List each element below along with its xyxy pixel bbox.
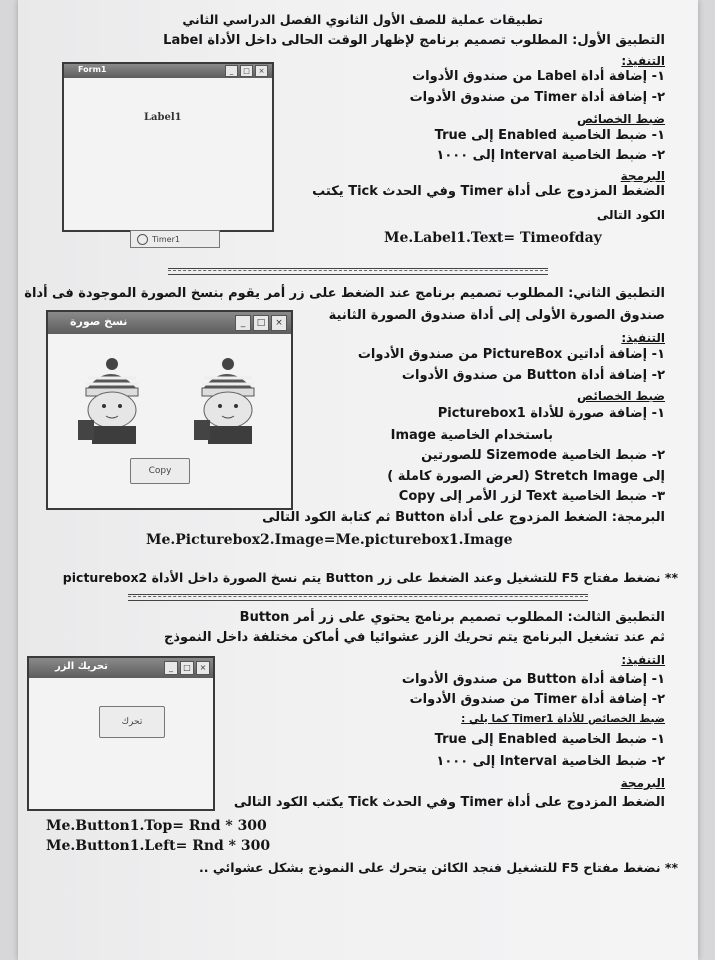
app2-note: ** نضغط مفتاح F5 للتشغيل وعند الضغط على زر Button يتم نسخ الصورة داخل الأداة picturebox2 <box>62 570 678 585</box>
app3-step1: ١- إضافة أداة Button من صندوق الأدوات <box>401 672 665 687</box>
app3-prog-heading: البرمجة <box>620 776 665 790</box>
picturebox1 <box>64 350 158 444</box>
timer1-caption: Timer1 <box>152 234 180 244</box>
app2-step2: ٢- إضافة أداة Button من صندوق الأدوات <box>401 368 665 383</box>
app1-step2: ٢- إضافة أداة Timer من صندوق الأدوات <box>409 90 665 105</box>
app2-exec-heading: التنفيذ: <box>621 331 665 345</box>
baby-image <box>180 350 274 444</box>
app2-prop1: ١- إضافة صورة للأداة Picturebox1 <box>437 406 665 421</box>
app2-prop3: ٣- ضبط الخاصية Text لزر الأمر إلى Copy <box>398 489 665 504</box>
app3-code-line1: Me.Button1.Top= Rnd * 300 <box>46 818 267 834</box>
minimize-icon[interactable]: _ <box>164 661 178 675</box>
worksheet-page <box>18 0 698 960</box>
maximize-icon[interactable]: □ <box>240 65 253 77</box>
app1-prog-text: الضغط المزدوج على أداة Timer وفي الحدث Tick يكتب <box>312 184 665 199</box>
app3-exec-heading: التنفيذ: <box>621 653 665 667</box>
app2-title-cont: صندوق الصورة الأولى إلى أداة صندوق الصورة الثانية <box>328 308 665 323</box>
app1-exec-heading: التنفيذ: <box>621 54 665 68</box>
close-icon[interactable]: × <box>271 315 287 331</box>
copy-titlebar <box>48 312 291 334</box>
app1-prop-enabled: ١- ضبط الخاصية Enabled إلى True <box>434 128 665 143</box>
app1-step1: ١- إضافة أداة Label من صندوق الأدوات <box>412 69 665 84</box>
app2-code: Me.Picturebox2.Image=Me.picturebox1.Image <box>146 532 513 548</box>
app3-note: ** نضغط مفتاح F5 للتشغيل فنجد الكائن يتحرك على النموذج بشكل عشوائي .. <box>199 860 678 875</box>
picturebox2 <box>180 350 274 444</box>
timer1-component[interactable] <box>130 230 220 248</box>
app3-prog-text: الضغط المزدوج على أداة Timer وفي الحدث Tick يكتب الكود التالى <box>233 795 665 810</box>
app2-title: التطبيق الثاني: المطلوب تصميم برنامج عند الضغط على زر أمر يقوم بنسخ الصورة الموجودة فى أداة <box>24 286 665 301</box>
app1-code-intro: الكود التالى <box>596 208 665 222</box>
app3-code-line2: Me.Button1.Left= Rnd * 300 <box>46 838 271 854</box>
app2-prop2-cont: إلى Stretch Image (لعرض الصورة كاملة ) <box>387 469 665 484</box>
copy-button[interactable]: Copy <box>130 458 190 484</box>
page-heading: تطبيقات عملية للصف الأول الثانوي الفصل الدراسي الثاني <box>182 12 543 27</box>
timer-icon <box>137 234 148 245</box>
app3-prop-interval: ٢- ضبط الخاصية Interval إلى ١٠٠٠ <box>436 754 665 769</box>
app1-prog-heading: البرمجة <box>620 169 665 183</box>
form1-titlebar <box>64 64 272 78</box>
copy-form-title: نسخ صورة <box>70 315 128 328</box>
separator-1 <box>168 268 548 275</box>
move-button-window <box>27 656 215 811</box>
app3-title-cont: ثم عند تشغيل البرنامج يتم تحريك الزر عشوائيا في أماكن مختلفة داخل النموذج <box>164 630 665 645</box>
baby-image <box>64 350 158 444</box>
minimize-icon[interactable]: _ <box>235 315 251 331</box>
copy-image-window <box>46 310 293 510</box>
maximize-icon[interactable]: □ <box>180 661 194 675</box>
app1-title: التطبيق الأول: المطلوب تصميم برنامج لإظهار الوقت الحالى داخل الأداة Label <box>163 33 665 48</box>
app3-prop-enabled: ١- ضبط الخاصية Enabled إلى True <box>434 732 665 747</box>
app2-prop2: ٢- ضبط الخاصية Sizemode للصورتين <box>421 448 665 463</box>
move-button[interactable]: تحرك <box>99 706 165 738</box>
close-icon[interactable]: × <box>196 661 210 675</box>
app3-step2: ٢- إضافة أداة Timer من صندوق الأدوات <box>409 692 665 707</box>
form1-window <box>62 62 274 232</box>
app1-prop-interval: ٢- ضبط الخاصية Interval إلى ١٠٠٠ <box>436 148 665 163</box>
app2-prop1-cont: باستخدام الخاصية Image <box>390 428 553 443</box>
close-icon[interactable]: × <box>255 65 268 77</box>
app2-props-heading: ضبط الخصائص <box>577 389 665 403</box>
label1-control: Label1 <box>144 112 182 123</box>
minimize-icon[interactable]: _ <box>225 65 238 77</box>
app1-props-heading: ضبط الخصائص <box>577 112 665 126</box>
separator-2 <box>128 594 588 601</box>
app2-prog: البرمجة: الضغط المزدوج على أداة Button ثم كتابة الكود التالى <box>262 510 665 525</box>
app3-props-heading: ضبط الخصائص للأداة Timer1 كما يلي : <box>461 713 665 725</box>
maximize-icon[interactable]: □ <box>253 315 269 331</box>
move-titlebar <box>29 658 213 678</box>
app1-code: Me.Label1.Text= Timeofday <box>384 230 602 246</box>
form1-title: Form1 <box>78 65 107 74</box>
app3-title: التطبيق الثالث: المطلوب تصميم برنامج يحتوي على زر أمر Button <box>239 610 665 625</box>
app2-step1: ١- إضافة أداتين PictureBox من صندوق الأدوات <box>357 347 665 362</box>
move-form-title: تحريك الزر <box>55 661 108 672</box>
